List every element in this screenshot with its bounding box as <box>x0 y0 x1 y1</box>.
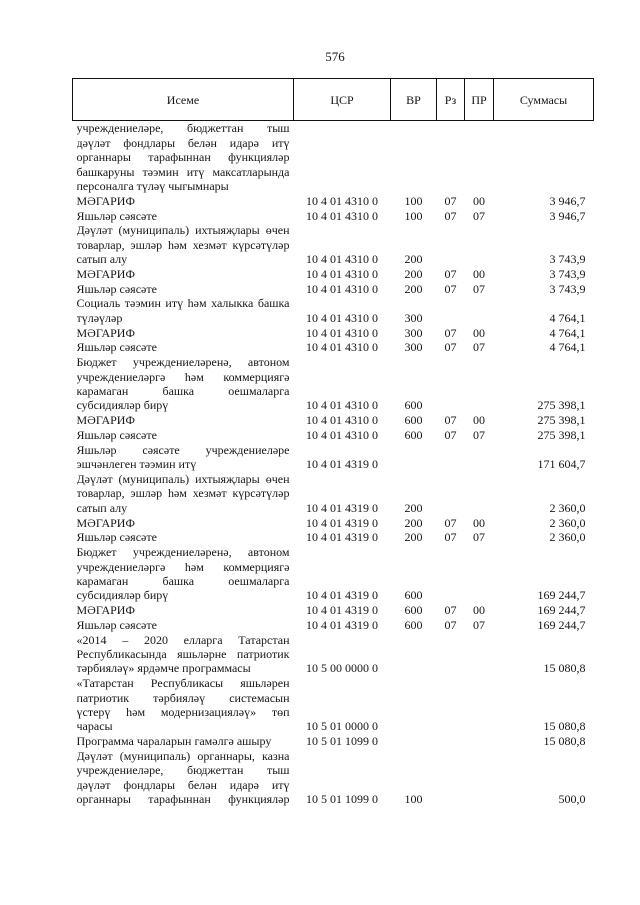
row-vr-code: 100 <box>404 208 423 223</box>
row-name-line: Яшьләр сәясәте <box>76 617 157 632</box>
row-amount: 2 360,0 <box>549 500 586 515</box>
row-vr-code: 100 <box>404 792 423 807</box>
row-amount: 169 244,7 <box>537 617 586 632</box>
table-row <box>73 340 594 355</box>
row-csr-code: 10 4 01 4319 0 <box>306 603 378 618</box>
row-vr-code: 200 <box>404 515 423 530</box>
row-name-cell <box>73 734 294 749</box>
row-name-cell <box>73 676 294 734</box>
row-amount: 169 244,7 <box>537 588 586 603</box>
row-pr-code: 00 <box>473 193 485 208</box>
row-pr-code <box>465 355 494 413</box>
row-name-line: Республикасында яшьләрне патриотик <box>76 647 290 662</box>
row-amount: 3 946,7 <box>549 208 586 223</box>
row-vr-code: 300 <box>404 310 423 325</box>
row-pr-code: 00 <box>473 515 485 530</box>
row-pr-code: 00 <box>473 325 485 340</box>
row-vr-code: 300 <box>404 325 423 340</box>
table-row <box>73 734 594 749</box>
row-amount: 4 764,1 <box>549 310 586 325</box>
row-name-line: дәүләт фондлары белән идарә итү <box>76 135 290 150</box>
row-name-line: Бюджет учреждениеләренә, автоном <box>76 355 290 370</box>
row-rz-code: 07 <box>444 530 457 545</box>
row-vr-code <box>391 676 437 734</box>
row-rz-code: 07 <box>444 428 457 442</box>
row-name-line: МӘГАРИФ <box>76 413 135 428</box>
row-vr-code <box>391 632 437 676</box>
row-vr-code: 200 <box>404 252 423 267</box>
row-name-cell <box>73 428 294 443</box>
header-name: Исеме <box>73 79 294 121</box>
row-name-cell <box>73 515 294 530</box>
row-csr-code: 10 4 01 4310 0 <box>306 193 378 208</box>
table-row <box>73 413 594 428</box>
row-name-cell <box>73 121 294 194</box>
row-name-line: МӘГАРИФ <box>76 193 135 208</box>
row-csr-code: 10 4 01 4310 0 <box>306 252 378 267</box>
row-name-cell <box>73 355 294 413</box>
row-rz-code <box>437 296 465 325</box>
row-name-cell <box>73 442 294 471</box>
row-pr-code: 00 <box>473 266 485 281</box>
row-pr-code: 07 <box>473 208 485 223</box>
table-row <box>73 267 594 282</box>
row-name-cell <box>73 545 294 603</box>
row-name-cell <box>73 208 294 223</box>
row-amount: 3 743,9 <box>549 281 586 296</box>
row-rz-code <box>437 749 465 807</box>
page-number: 576 <box>325 49 345 64</box>
row-vr-code: 600 <box>404 617 423 632</box>
row-amount: 15 080,8 <box>543 661 586 676</box>
row-name-line: тәрбияләү» ярдәмче программасы <box>76 661 251 676</box>
row-csr-code: 10 5 00 0000 0 <box>306 661 378 676</box>
header-csr: ЦСР <box>294 79 391 121</box>
row-name-line: Яшьләр сәясәте <box>76 281 157 296</box>
row-name-line: МӘГАРИФ <box>76 266 135 281</box>
row-name-cell <box>73 296 294 325</box>
row-csr-code: 10 5 01 1099 0 <box>306 792 378 807</box>
table-row <box>73 355 594 413</box>
row-pr-code <box>465 749 494 807</box>
row-name-line: Программа чараларын гамәлгә ашыру <box>76 734 272 749</box>
row-amount: 3 946,7 <box>549 193 586 208</box>
row-name-line: Яшьләр сәясәте <box>76 340 157 355</box>
row-pr-code: 00 <box>473 603 485 618</box>
row-vr-code: 600 <box>404 428 423 442</box>
row-vr-code: 200 <box>404 500 423 515</box>
row-name-cell <box>73 530 294 545</box>
row-vr-code: 200 <box>404 530 423 545</box>
table-row <box>73 325 594 340</box>
row-amount: 15 080,8 <box>543 719 586 734</box>
row-amount: 275 398,1 <box>537 428 586 442</box>
row-pr-code: 07 <box>473 428 485 442</box>
row-csr-code: 10 4 01 4319 0 <box>306 457 378 472</box>
row-vr-code: 300 <box>404 340 423 355</box>
row-vr-code: 600 <box>404 398 423 413</box>
row-name-cell <box>73 617 294 632</box>
row-amount: 500,0 <box>558 792 586 807</box>
row-name-line: чарасы <box>76 719 113 734</box>
row-name-line: эшчәнлеген тәэмин итү <box>76 457 197 472</box>
row-rz-code: 07 <box>444 515 457 530</box>
row-vr-code: 600 <box>404 588 423 603</box>
row-name-line: персоналга түләү чыгымнары <box>76 178 229 193</box>
row-vr-code: 600 <box>404 603 423 618</box>
table-row <box>73 472 594 516</box>
table-row <box>73 515 594 530</box>
header-pr: ПР <box>465 79 494 121</box>
row-rz-code: 07 <box>444 325 457 340</box>
table-row <box>73 632 594 676</box>
row-csr-code: 10 5 01 0000 0 <box>306 719 378 734</box>
row-csr-code: 10 4 01 4319 0 <box>306 588 378 603</box>
row-csr-code: 10 4 01 4310 0 <box>306 266 378 281</box>
row-name-cell <box>73 472 294 516</box>
table-row <box>73 530 594 545</box>
row-name-line: товарлар, эшләр һәм хезмәт күрсәтүләр <box>76 237 290 252</box>
row-name-cell <box>73 413 294 428</box>
row-csr-code: 10 4 01 4319 0 <box>306 530 378 545</box>
row-amount: 2 360,0 <box>549 515 586 530</box>
row-vr-code: 600 <box>404 413 423 428</box>
row-name-line: органнары тарафыннан функцияләр <box>76 792 290 807</box>
row-amount: 4 764,1 <box>549 325 586 340</box>
row-vr-code <box>391 734 437 749</box>
row-name-line: башкаруны тәэмин итү максатларында <box>76 164 290 179</box>
row-name-line: Яшьләр сәясәте <box>76 208 157 223</box>
header-vr: ВР <box>391 79 437 121</box>
table-row <box>73 676 594 734</box>
budget-table <box>72 78 594 807</box>
row-csr-code: 10 4 01 4319 0 <box>306 515 378 530</box>
row-name-line: Яшьләр сәясәте <box>76 530 157 545</box>
row-vr-code <box>391 442 437 471</box>
header-sum: Суммасы <box>494 79 594 121</box>
row-rz-code <box>437 472 465 516</box>
row-name-line: органнары тарафыннан функцияләр <box>76 150 290 165</box>
row-rz-code <box>437 676 465 734</box>
row-name-line: «Татарстан Республикасы яшьләрен <box>76 676 290 691</box>
row-csr-code: 10 4 01 4310 0 <box>306 208 378 223</box>
row-name-line: сатып алу <box>76 252 128 267</box>
row-csr-code: 10 5 01 1099 0 <box>306 734 378 749</box>
row-amount: 3 743,9 <box>549 252 586 267</box>
row-rz-code: 07 <box>444 281 457 296</box>
row-pr-code <box>465 734 494 749</box>
row-name-line: субсидияләр бирү <box>76 398 169 413</box>
row-csr-code: 10 4 01 4310 0 <box>306 281 378 296</box>
table-row <box>73 208 594 223</box>
table-body <box>73 121 594 807</box>
row-name-cell <box>73 632 294 676</box>
row-rz-code <box>437 121 465 194</box>
row-pr-code <box>465 472 494 516</box>
table-header <box>73 79 594 121</box>
row-pr-code <box>465 121 494 194</box>
table-row <box>73 442 594 471</box>
row-name-line: МӘГАРИФ <box>76 603 135 618</box>
row-vr-code <box>391 121 437 194</box>
row-name-line: карамаган башка оешмаларга <box>76 384 290 399</box>
row-rz-code <box>437 223 465 267</box>
row-csr-code: 10 4 01 4310 0 <box>306 398 378 413</box>
row-name-cell <box>73 749 294 807</box>
row-amount: 171 604,7 <box>537 457 586 472</box>
row-amount: 275 398,1 <box>537 413 586 428</box>
row-name-line: учреждениеләргә һәм коммерциягә <box>76 369 290 384</box>
row-name-cell <box>73 223 294 267</box>
header-row <box>73 79 594 121</box>
row-name-cell <box>73 603 294 618</box>
row-pr-code <box>465 223 494 267</box>
table-row <box>73 428 594 443</box>
row-pr-code <box>465 632 494 676</box>
row-rz-code: 07 <box>444 413 457 428</box>
row-pr-code: 00 <box>473 413 485 428</box>
row-name-cell <box>73 267 294 282</box>
row-rz-code <box>437 355 465 413</box>
row-name-line: Дәүләт (муниципаль) ихтыяҗлары өчен <box>76 471 290 486</box>
row-amount: 2 360,0 <box>549 530 586 545</box>
row-name-cell <box>73 340 294 355</box>
row-csr-code: 10 4 01 4319 0 <box>306 617 378 632</box>
row-pr-code: 07 <box>473 617 485 632</box>
table-row <box>73 617 594 632</box>
header-rz: Рз <box>437 79 465 121</box>
table-row <box>73 193 594 208</box>
table-row <box>73 603 594 618</box>
row-name-line: сатып алу <box>76 500 128 515</box>
table-row <box>73 296 594 325</box>
row-name-line: МӘГАРИФ <box>76 325 135 340</box>
row-pr-code: 07 <box>473 530 485 545</box>
row-name-line: Бюджет учреждениеләренә, автоном <box>76 545 290 560</box>
row-name-cell <box>73 325 294 340</box>
row-name-line: патриотик тәрбияләү системасын <box>76 690 290 705</box>
row-name-line: учреждениеләре, бюджеттан тыш <box>76 763 290 778</box>
row-csr-code: 10 4 01 4310 0 <box>306 325 378 340</box>
row-name-line: түләүләр <box>76 310 123 325</box>
row-name-line: Дәүләт (муниципаль) органнары, казна <box>76 748 290 763</box>
row-name-line: үстерү һәм модернизацияләү» төп <box>76 705 290 720</box>
table-row <box>73 223 594 267</box>
row-name-line: субсидияләр бирү <box>76 588 169 603</box>
row-name-line: Яшьләр сәясәте учреждениеләре <box>76 442 290 457</box>
row-amount: 169 244,7 <box>537 603 586 618</box>
row-csr-code: 10 4 01 4319 0 <box>306 500 378 515</box>
row-name-line: карамаган башка оешмаларга <box>76 573 290 588</box>
row-rz-code <box>437 632 465 676</box>
row-name-line: Яшьләр сәясәте <box>76 428 157 443</box>
row-amount: 275 398,1 <box>537 398 586 413</box>
row-csr-code: 10 4 01 4310 0 <box>306 310 378 325</box>
row-csr-code <box>294 121 391 194</box>
row-amount: 15 080,8 <box>543 734 586 749</box>
row-amount <box>494 121 594 194</box>
row-pr-code <box>465 296 494 325</box>
row-amount: 4 764,1 <box>549 340 586 355</box>
row-name-line: Дәүләт (муниципаль) ихтыяҗлары өчен <box>76 223 290 238</box>
row-rz-code: 07 <box>444 193 457 208</box>
row-vr-code: 100 <box>404 193 423 208</box>
row-pr-code <box>465 676 494 734</box>
row-amount: 3 743,9 <box>549 266 586 281</box>
row-vr-code: 200 <box>404 281 423 296</box>
row-name-line: учреждениеләре, бюджеттан тыш <box>76 121 290 136</box>
row-pr-code: 07 <box>473 340 485 355</box>
row-rz-code: 07 <box>444 617 457 632</box>
row-csr-code: 10 4 01 4310 0 <box>306 413 378 428</box>
row-name-line: дәүләт фондлары белән идарә итү <box>76 777 290 792</box>
row-rz-code: 07 <box>444 266 457 281</box>
row-vr-code: 200 <box>404 266 423 281</box>
row-name-line: Социаль тәэмин итү һәм халыкка башка <box>76 296 290 311</box>
row-csr-code: 10 4 01 4310 0 <box>306 340 378 355</box>
row-pr-code <box>465 442 494 471</box>
row-rz-code <box>437 442 465 471</box>
row-name-line: МӘГАРИФ <box>76 515 135 530</box>
row-rz-code: 07 <box>444 603 457 618</box>
row-rz-code <box>437 734 465 749</box>
table-row <box>73 281 594 296</box>
row-rz-code <box>437 545 465 603</box>
row-name-line: товарлар, эшләр һәм хезмәт күрсәтүләр <box>76 486 290 501</box>
row-pr-code <box>465 545 494 603</box>
row-pr-code: 07 <box>473 281 485 296</box>
table-row <box>73 121 594 194</box>
row-csr-code: 10 4 01 4310 0 <box>306 428 378 442</box>
table-row <box>73 749 594 807</box>
table-row <box>73 545 594 603</box>
row-name-line: «2014 – 2020 елларга Татарстан <box>76 632 290 647</box>
row-rz-code: 07 <box>444 208 457 223</box>
row-rz-code: 07 <box>444 340 457 355</box>
row-name-cell <box>73 193 294 208</box>
row-name-line: учреждениеләргә һәм коммерциягә <box>76 559 290 574</box>
row-name-cell <box>73 281 294 296</box>
